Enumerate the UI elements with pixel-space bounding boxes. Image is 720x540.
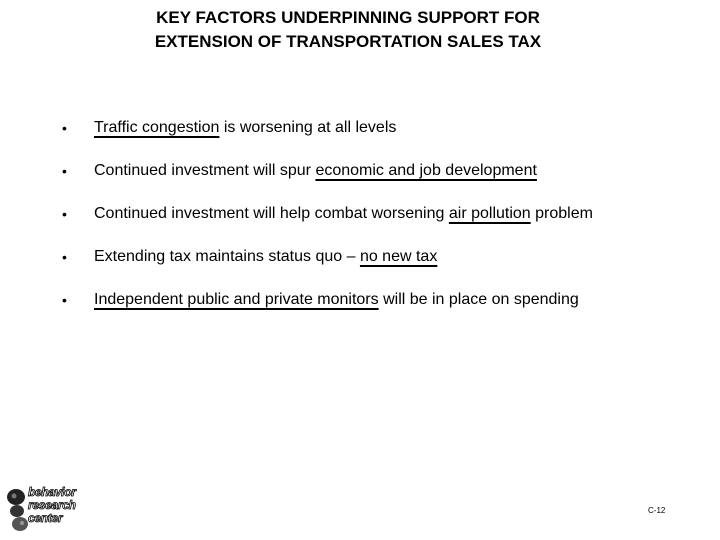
list-item [60, 243, 700, 286]
text-run: problem [530, 205, 593, 222]
list-item [60, 286, 700, 329]
title-line-1: KEY FACTORS UNDERPINNING SUPPORT FOR [156, 8, 540, 27]
bullet-text [94, 286, 579, 314]
title-line-2: EXTENSION OF TRANSPORTATION SALES TAX [154, 32, 542, 51]
bullet-text [94, 200, 593, 228]
underlined-phrase: economic and job development [315, 162, 537, 179]
list-item [60, 157, 700, 200]
bullet-icon: • [62, 292, 67, 308]
page-number: C-12 [648, 506, 666, 515]
bullet-text [94, 243, 437, 271]
logo-line-1: behavior [28, 485, 76, 499]
behavior-research-center-logo [4, 486, 88, 532]
text-run: Continued investment will spur [94, 162, 316, 179]
bullet-text [94, 114, 396, 142]
list-item [60, 114, 700, 157]
logo-line-3: center [28, 511, 63, 525]
logo-text [28, 486, 88, 525]
bullet-icon: • [62, 206, 67, 222]
logo-line-2: research [28, 498, 76, 512]
bullet-text [94, 157, 537, 185]
bullet-icon: • [62, 249, 67, 265]
bullet-icon: • [62, 120, 67, 136]
key-factors-list [60, 114, 700, 329]
slide-title [0, 6, 696, 54]
text-run: will be in place on spending [378, 291, 579, 308]
text-run: Continued investment will help combat worsening [94, 205, 449, 222]
underlined-phrase: Independent public and private monitors [94, 291, 379, 308]
list-item [60, 200, 700, 243]
text-run: is worsening at all levels [219, 119, 397, 136]
underlined-phrase: Traffic congestion [94, 119, 220, 136]
bullet-icon: • [62, 163, 67, 179]
underlined-phrase: no new tax [359, 248, 438, 265]
text-run: Extending tax maintains status quo – [94, 248, 360, 265]
underlined-phrase: air pollution [448, 205, 531, 222]
